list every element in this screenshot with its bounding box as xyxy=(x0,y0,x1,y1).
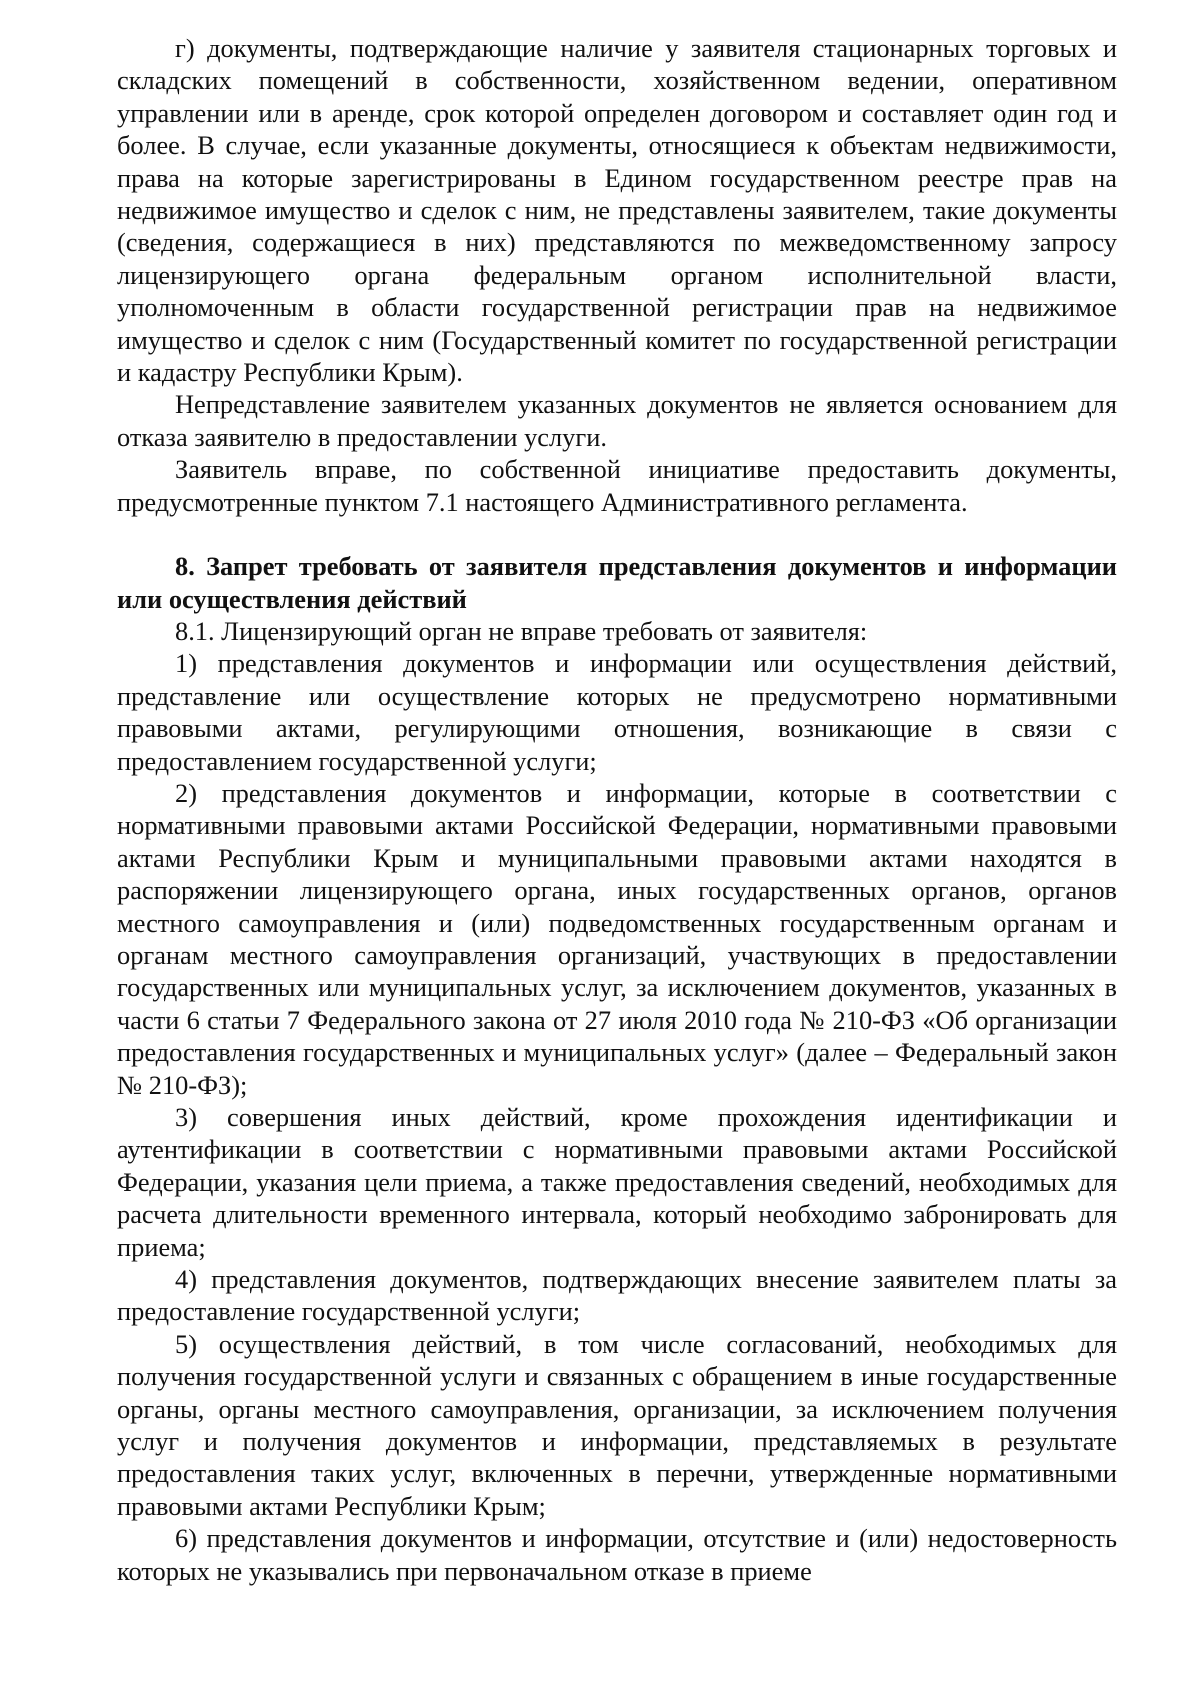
list-item-1: 1) представления документов и информации или осуществления действий, представление или осуществление которых не предусмотрено нормативными правовыми актами, регулирующими отношения, возникающие в связи с предоставлением государственной услуги; xyxy=(117,648,1117,776)
paragraph-8-1: 8.1. Лицензирующий орган не вправе требовать от заявителя: xyxy=(175,615,868,646)
list-item-2: 2) представления документов и информации, которые в соответствии с нормативными правовыми актами Российской Федерации, нормативными правовыми актами Республики Крым и муниципальными правовыми актами находятся в распоряжении лицензирующего органа, иных государственных органов, органов местного самоуправления и (или) подведомственных государственным органам и органам местного самоуправления организаций, участвующих в предоставлении государственных или муниципальных услуг, за исключением документов, указанных в части 6 статьи 7 Федерального закона от 27 июля 2010 года № 210-ФЗ «Об организации предоставления государственных и муниципальных услуг» (далее – Федеральный закон № 210-ФЗ); xyxy=(117,777,1117,1100)
paragraph-non-submission: Непредставление заявителем указанных документов не является основанием для отказа заявителю в предоставлении услуги. xyxy=(117,389,1117,452)
section-heading-8: 8. Запрет требовать от заявителя представления документов и информации или осуществления действий xyxy=(117,551,1117,614)
list-item-5: 5) осуществления действий, в том числе согласований, необходимых для получения государственной услуги и связанных с обращением в иные государственные органы, органы местного самоуправления, организации, за исключением получения услуг и получения документов и информации, представляемых в результате предоставления таких услуг, включенных в перечни, утвержденные нормативными правовыми актами Республики Крым; xyxy=(117,1328,1117,1521)
paragraph-item-g-documents: г) документы, подтверждающие наличие у заявителя стационарных торговых и складских помещений в собственности, хозяйственном ведении, оперативном управлении или в аренде, срок которой определен договором и составляет один год и более. В случае, если указанные документы, относящиеся к объектам недвижимости, права на которые зарегистрированы в Едином государственном реестре прав на недвижимое имущество и сделок с ним, не представлены заявителем, такие документы (сведения, содержащиеся в них) представляются по межведомственному запросу лицензирующего органа федеральным органом исполнительной власти, уполномоченным в области государственной регистрации прав на недвижимое имущество и сделок с ним (Государственный комитет по государственной регистрации и кадастру Республики Крым). xyxy=(117,33,1117,388)
list-item-4: 4) представления документов, подтверждающих внесение заявителем платы за предоставление государственной услуги; xyxy=(117,1264,1117,1327)
list-item-6: 6) представления документов и информации, отсутствие и (или) недостоверность которых не указывались при первоначальном отказе в приеме xyxy=(117,1523,1117,1586)
document-page xyxy=(117,32,1117,1587)
list-item-3: 3) совершения иных действий, кроме прохождения идентификации и аутентификации в соответствии с нормативными правовыми актами Российской Федерации, указания цели приема, а также предоставления сведений, необходимых для расчета длительности временного интервала, который необходимо забронировать для приема; xyxy=(117,1102,1117,1262)
paragraph-applicant-right: Заявитель вправе, по собственной инициативе предоставить документы, предусмотренные пунктом 7.1 настоящего Административного регламента. xyxy=(117,454,1117,517)
